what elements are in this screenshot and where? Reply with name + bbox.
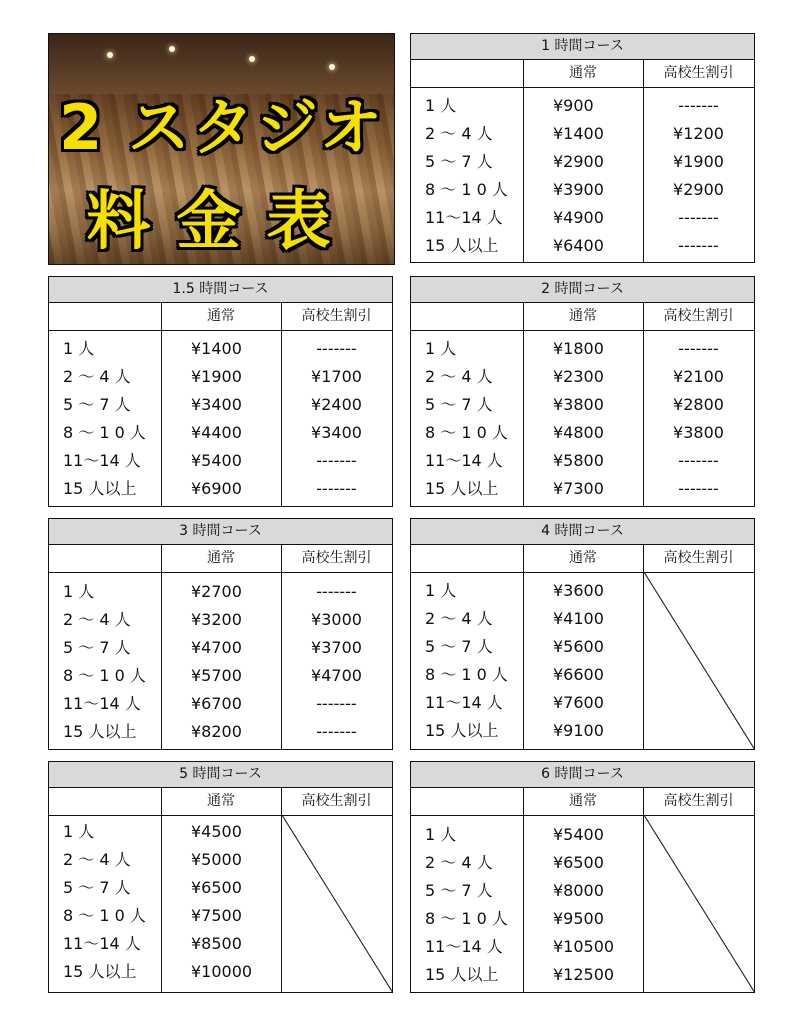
table-row bbox=[411, 232, 754, 260]
price-regular: ¥6500 bbox=[191, 878, 242, 897]
header-regular: 通常 bbox=[207, 308, 235, 324]
row-label: 2 ～ 4 人 bbox=[425, 609, 493, 628]
price-student: ¥1200 bbox=[673, 124, 724, 143]
price-regular: ¥5400 bbox=[191, 451, 242, 470]
course-table-5h bbox=[48, 761, 393, 993]
price-student: ¥3700 bbox=[311, 638, 362, 657]
price-student: ¥2900 bbox=[673, 180, 724, 199]
table-row bbox=[49, 818, 392, 846]
row-label: 5 ～ 7 人 bbox=[425, 881, 493, 900]
table-row bbox=[411, 661, 754, 689]
hero-title-line2: 料金表 bbox=[86, 185, 357, 259]
header-regular: 通常 bbox=[207, 550, 235, 566]
course-title: 4 時間コース bbox=[411, 519, 754, 545]
price-regular: ¥3900 bbox=[553, 180, 604, 199]
price-regular: ¥3800 bbox=[553, 395, 604, 414]
header-student: 高校生割引 bbox=[301, 308, 372, 324]
table-row bbox=[49, 634, 392, 662]
row-label: 11～14 人 bbox=[63, 694, 141, 713]
price-regular: ¥9100 bbox=[553, 721, 604, 740]
table-row bbox=[411, 961, 754, 989]
header-regular: 通常 bbox=[569, 793, 597, 809]
row-label: 5 ～ 7 人 bbox=[63, 395, 131, 414]
price-regular: ¥8000 bbox=[553, 881, 604, 900]
price-student: ¥3400 bbox=[311, 423, 362, 442]
price-student: ------- bbox=[316, 582, 357, 601]
header-student: 高校生割引 bbox=[663, 65, 734, 81]
row-label: 5 ～ 7 人 bbox=[425, 152, 493, 171]
price-regular: ¥6600 bbox=[553, 665, 604, 684]
row-label: 2 ～ 4 人 bbox=[63, 610, 131, 629]
price-regular: ¥4400 bbox=[191, 423, 242, 442]
table-row bbox=[411, 933, 754, 961]
row-label: 11～14 人 bbox=[425, 208, 503, 227]
row-label: 8 ～ 1 0 人 bbox=[63, 666, 146, 685]
table-header bbox=[411, 788, 754, 816]
price-regular: ¥7300 bbox=[553, 479, 604, 498]
header-regular: 通常 bbox=[569, 550, 597, 566]
course-table-2h bbox=[410, 276, 755, 507]
row-label: 2 ～ 4 人 bbox=[63, 367, 131, 386]
price-regular: ¥4700 bbox=[191, 638, 242, 657]
row-label: 11～14 人 bbox=[63, 934, 141, 953]
header-student: 高校生割引 bbox=[301, 550, 372, 566]
row-label: 8 ～ 1 0 人 bbox=[63, 423, 146, 442]
row-label: 1 人 bbox=[425, 96, 457, 115]
price-regular: ¥6400 bbox=[553, 236, 604, 255]
row-label: 15 人以上 bbox=[425, 479, 499, 498]
price-student: ------- bbox=[678, 208, 719, 227]
price-student: ------- bbox=[678, 451, 719, 470]
row-label: 8 ～ 1 0 人 bbox=[425, 180, 508, 199]
price-regular: ¥3600 bbox=[553, 581, 604, 600]
price-regular: ¥1400 bbox=[191, 339, 242, 358]
table-row bbox=[411, 475, 754, 503]
row-label: 5 ～ 7 人 bbox=[63, 638, 131, 657]
row-label: 5 ～ 7 人 bbox=[425, 637, 493, 656]
row-label: 2 ～ 4 人 bbox=[63, 850, 131, 869]
table-header bbox=[411, 545, 754, 573]
price-student: ------- bbox=[316, 479, 357, 498]
table-row bbox=[49, 902, 392, 930]
table-row bbox=[411, 717, 754, 745]
table-row bbox=[411, 176, 754, 204]
row-label: 11～14 人 bbox=[425, 693, 503, 712]
row-label: 15 人以上 bbox=[425, 965, 499, 984]
table-row bbox=[411, 905, 754, 933]
row-label: 15 人以上 bbox=[425, 236, 499, 255]
price-regular: ¥4900 bbox=[553, 208, 604, 227]
row-label: 15 人以上 bbox=[63, 962, 137, 981]
ceiling-light bbox=[249, 56, 255, 62]
price-student: ------- bbox=[678, 96, 719, 115]
price-student: ------- bbox=[316, 722, 357, 741]
row-label: 15 人以上 bbox=[425, 721, 499, 740]
row-label: 2 ～ 4 人 bbox=[425, 367, 493, 386]
row-label: 11～14 人 bbox=[425, 451, 503, 470]
ceiling-light bbox=[169, 46, 175, 52]
table-row bbox=[411, 447, 754, 475]
table-row bbox=[411, 335, 754, 363]
header-student: 高校生割引 bbox=[663, 308, 734, 324]
table-row bbox=[49, 930, 392, 958]
price-regular: ¥9500 bbox=[553, 909, 604, 928]
row-label: 1 人 bbox=[63, 582, 95, 601]
price-regular: ¥8500 bbox=[191, 934, 242, 953]
price-student: ¥4700 bbox=[311, 666, 362, 685]
header-regular: 通常 bbox=[569, 65, 597, 81]
price-regular: ¥2700 bbox=[191, 582, 242, 601]
price-student: ¥3000 bbox=[311, 610, 362, 629]
hero-image bbox=[48, 33, 395, 265]
price-student: ¥2100 bbox=[673, 367, 724, 386]
row-label: 11～14 人 bbox=[425, 937, 503, 956]
header-student: 高校生割引 bbox=[663, 550, 734, 566]
row-label: 1 人 bbox=[425, 339, 457, 358]
header-student: 高校生割引 bbox=[301, 793, 372, 809]
price-regular: ¥5600 bbox=[553, 637, 604, 656]
row-label: 15 人以上 bbox=[63, 479, 137, 498]
table-row bbox=[411, 120, 754, 148]
price-regular: ¥5400 bbox=[553, 825, 604, 844]
price-regular: ¥8200 bbox=[191, 722, 242, 741]
header-regular: 通常 bbox=[207, 793, 235, 809]
table-header bbox=[49, 545, 392, 573]
price-regular: ¥2900 bbox=[553, 152, 604, 171]
row-label: 8 ～ 1 0 人 bbox=[425, 423, 508, 442]
price-student: ------- bbox=[678, 236, 719, 255]
row-label: 11～14 人 bbox=[63, 451, 141, 470]
table-header bbox=[411, 60, 754, 88]
price-regular: ¥4500 bbox=[191, 822, 242, 841]
row-label: 2 ～ 4 人 bbox=[425, 124, 493, 143]
row-label: 8 ～ 1 0 人 bbox=[425, 909, 508, 928]
price-regular: ¥10000 bbox=[191, 962, 253, 981]
course-title: 1.5 時間コース bbox=[49, 277, 392, 303]
table-row bbox=[411, 391, 754, 419]
price-regular: ¥5000 bbox=[191, 850, 242, 869]
course-title: 2 時間コース bbox=[411, 277, 754, 303]
price-student: ------- bbox=[316, 451, 357, 470]
row-label: 1 人 bbox=[425, 825, 457, 844]
price-regular: ¥12500 bbox=[553, 965, 615, 984]
table-row bbox=[49, 718, 392, 746]
ceiling-light bbox=[107, 52, 113, 58]
table-row bbox=[49, 690, 392, 718]
price-regular: ¥5700 bbox=[191, 666, 242, 685]
course-title: 3 時間コース bbox=[49, 519, 392, 545]
price-regular: ¥10500 bbox=[553, 937, 615, 956]
header-student: 高校生割引 bbox=[663, 793, 734, 809]
price-student: ¥1700 bbox=[311, 367, 362, 386]
table-row bbox=[411, 419, 754, 447]
price-regular: ¥6700 bbox=[191, 694, 242, 713]
price-regular: ¥3200 bbox=[191, 610, 242, 629]
table-row bbox=[49, 475, 392, 503]
price-student: ------- bbox=[678, 339, 719, 358]
price-student: ¥2800 bbox=[673, 395, 724, 414]
table-row bbox=[49, 662, 392, 690]
price-student: ¥1900 bbox=[673, 152, 724, 171]
row-label: 1 人 bbox=[63, 339, 95, 358]
price-student: ------- bbox=[316, 339, 357, 358]
price-regular: ¥1900 bbox=[191, 367, 242, 386]
table-row bbox=[411, 577, 754, 605]
table-row bbox=[411, 633, 754, 661]
table-row bbox=[49, 363, 392, 391]
table-row bbox=[49, 419, 392, 447]
course-table-1-5h bbox=[48, 276, 393, 507]
row-label: 8 ～ 1 0 人 bbox=[63, 906, 146, 925]
price-regular: ¥4800 bbox=[553, 423, 604, 442]
table-row bbox=[49, 846, 392, 874]
table-row bbox=[411, 689, 754, 717]
course-title: 1 時間コース bbox=[411, 34, 754, 60]
course-table-3h bbox=[48, 518, 393, 750]
table-row bbox=[49, 874, 392, 902]
price-student: ------- bbox=[316, 694, 357, 713]
price-student: ¥3800 bbox=[673, 423, 724, 442]
price-regular: ¥900 bbox=[553, 96, 594, 115]
row-label: 1 人 bbox=[63, 822, 95, 841]
table-header bbox=[49, 788, 392, 816]
table-row bbox=[49, 578, 392, 606]
course-table-4h bbox=[410, 518, 755, 750]
table-row bbox=[411, 363, 754, 391]
price-regular: ¥5800 bbox=[553, 451, 604, 470]
table-row bbox=[49, 606, 392, 634]
table-row bbox=[49, 335, 392, 363]
table-header bbox=[411, 303, 754, 331]
header-regular: 通常 bbox=[569, 308, 597, 324]
table-header bbox=[49, 303, 392, 331]
row-label: 5 ～ 7 人 bbox=[63, 878, 131, 897]
table-row bbox=[49, 958, 392, 986]
price-regular: ¥1800 bbox=[553, 339, 604, 358]
course-table-6h bbox=[410, 761, 755, 993]
price-regular: ¥3400 bbox=[191, 395, 242, 414]
price-regular: ¥2300 bbox=[553, 367, 604, 386]
table-row bbox=[411, 148, 754, 176]
course-title: 5 時間コース bbox=[49, 762, 392, 788]
price-regular: ¥7500 bbox=[191, 906, 242, 925]
price-regular: ¥4100 bbox=[553, 609, 604, 628]
table-row bbox=[411, 605, 754, 633]
row-label: 2 ～ 4 人 bbox=[425, 853, 493, 872]
course-title: 6 時間コース bbox=[411, 762, 754, 788]
price-regular: ¥6500 bbox=[553, 853, 604, 872]
price-student: ¥2400 bbox=[311, 395, 362, 414]
ceiling-light bbox=[329, 64, 335, 70]
table-row bbox=[411, 849, 754, 877]
row-label: 8 ～ 1 0 人 bbox=[425, 665, 508, 684]
row-label: 15 人以上 bbox=[63, 722, 137, 741]
table-row bbox=[49, 391, 392, 419]
price-student: ------- bbox=[678, 479, 719, 498]
table-row bbox=[411, 92, 754, 120]
price-regular: ¥7600 bbox=[553, 693, 604, 712]
price-regular: ¥6900 bbox=[191, 479, 242, 498]
row-label: 1 人 bbox=[425, 581, 457, 600]
table-row bbox=[49, 447, 392, 475]
price-regular: ¥1400 bbox=[553, 124, 604, 143]
hero-title-line1: 2 スタジオ bbox=[59, 91, 384, 164]
table-row bbox=[411, 877, 754, 905]
table-row bbox=[411, 204, 754, 232]
course-table-1h bbox=[410, 33, 755, 263]
table-row bbox=[411, 821, 754, 849]
row-label: 5 ～ 7 人 bbox=[425, 395, 493, 414]
